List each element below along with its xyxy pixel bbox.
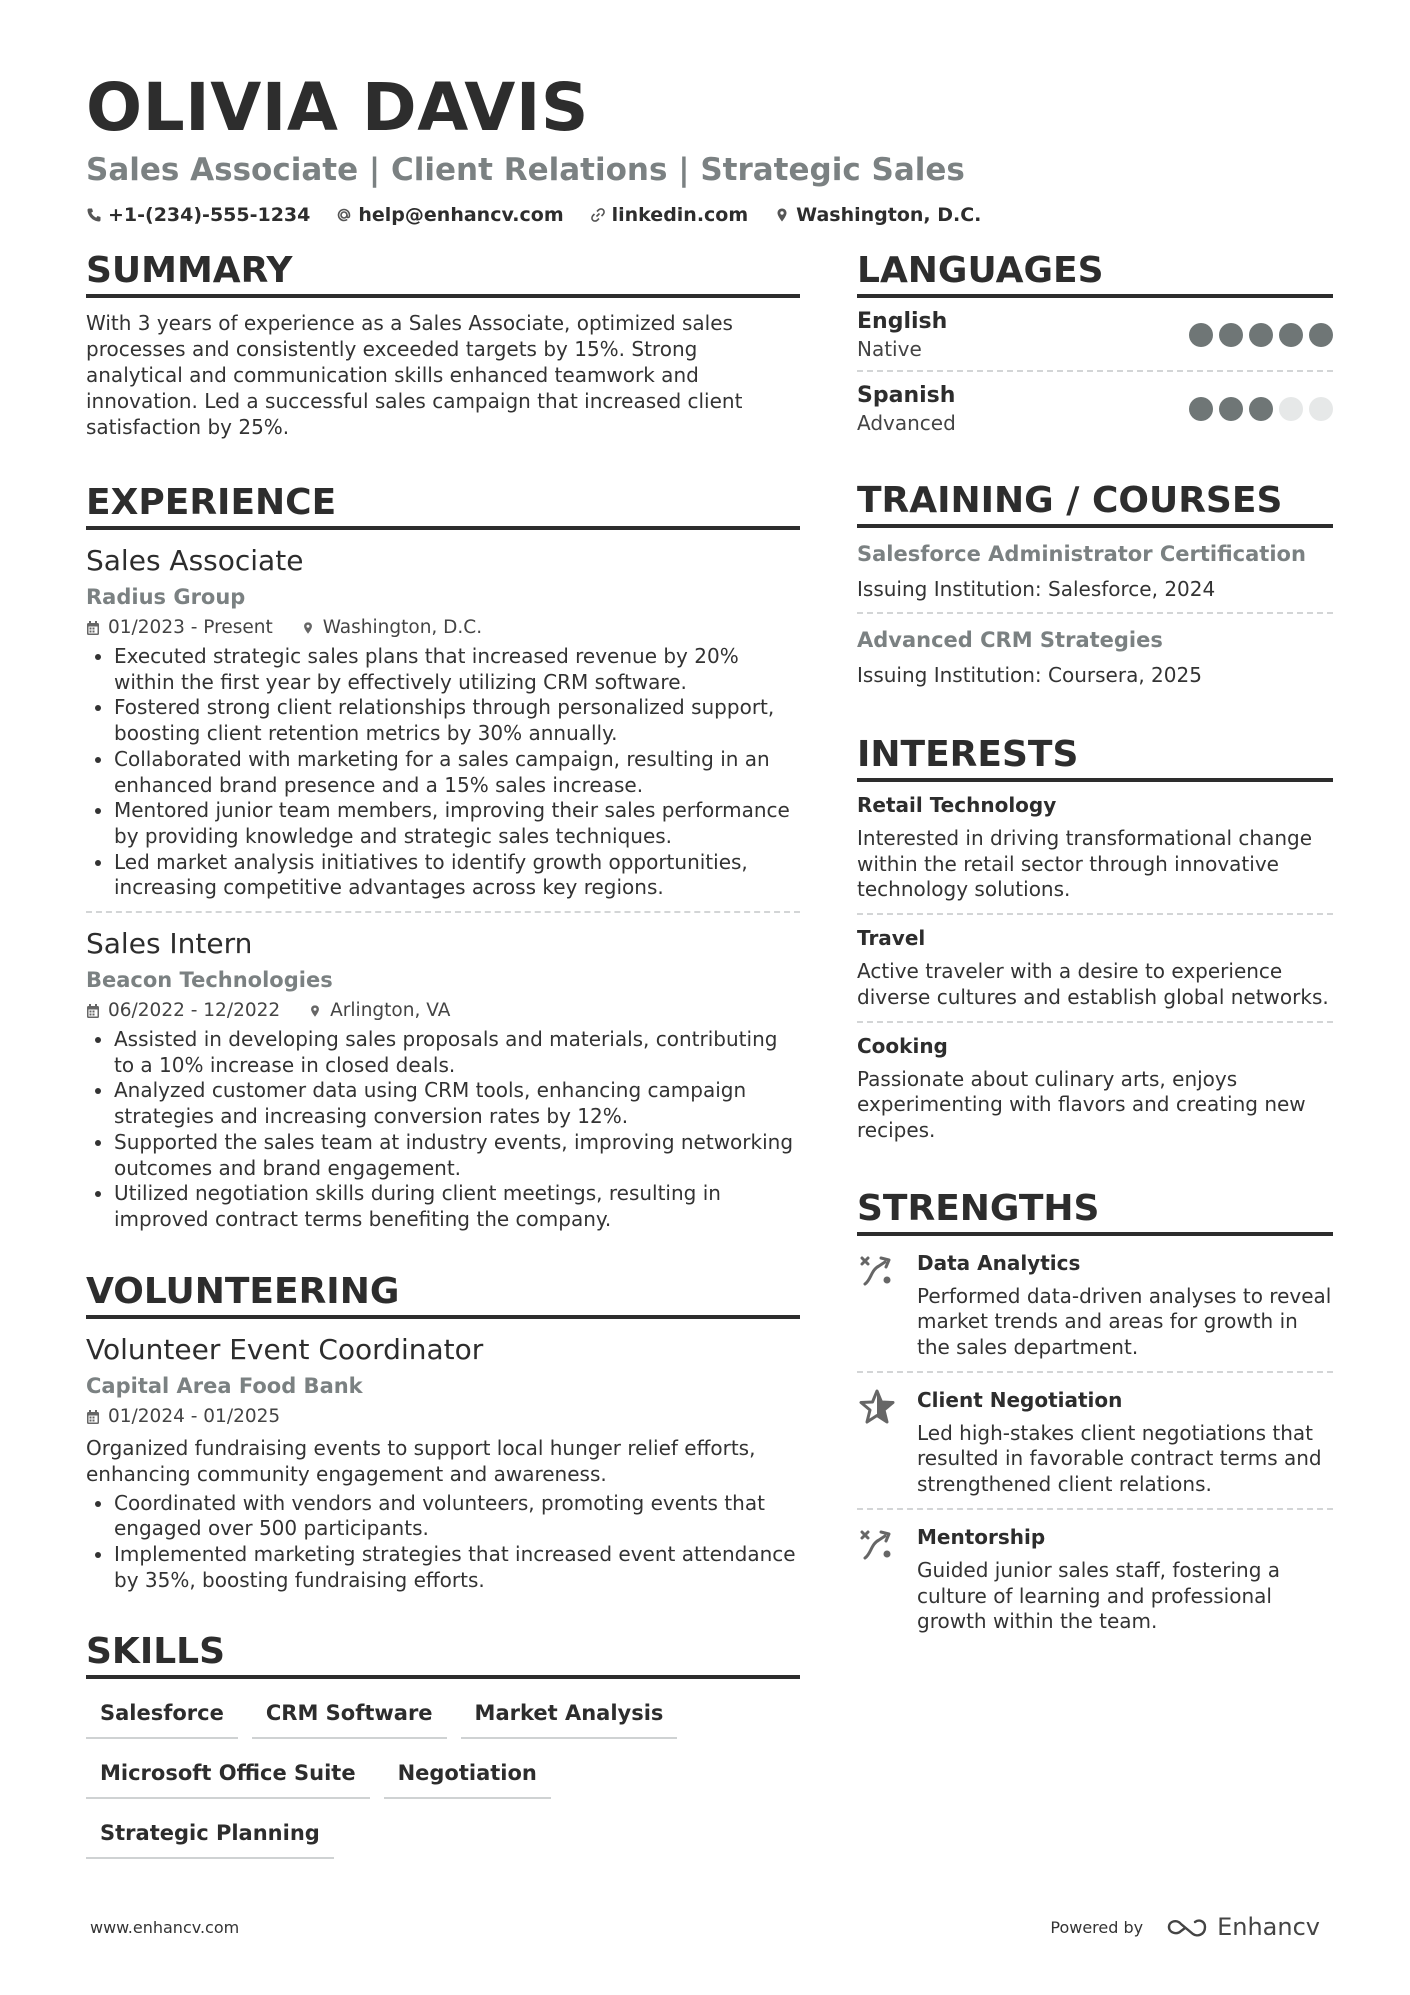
volunteer-bullets [86,1491,800,1594]
rating-dot-filled [1309,323,1333,347]
bullet-item: • Executed strategic sales plans that increased revenue by 20% within the first year by effectively utilizing CRM software. [114,644,800,695]
powered-by-label: Powered by [1050,1917,1144,1937]
skill-tag: CRM Software [252,1693,447,1739]
job-bullets [86,1027,800,1233]
bullet-item: • Implemented marketing strategies that increased event attendance by 35%, boosting fundraising efforts. [114,1542,800,1593]
bullet-item: • Assisted in developing sales proposals and materials, contributing to a 10% increase in closed deals. [114,1027,800,1078]
interest-item [857,915,1333,1020]
language-item [857,372,1333,444]
footer-url[interactable]: www.enhancv.com [90,1917,240,1937]
strength-description: Performed data-driven analyses to reveal market trends and areas for growth in the sales department. [917,1283,1332,1360]
brand-name: Enhancv [1217,1913,1320,1941]
strengths-heading: STRENGTHS [857,1186,1333,1236]
job-location [308,999,450,1023]
course-institution: Issuing Institution: Coursera, 2025 [857,663,1202,687]
page-footer [90,1913,1320,1941]
job-dates-text: 06/2022 - 12/2022 [108,1000,281,1022]
skill-tag: Strategic Planning [86,1813,334,1859]
course-title: Salesforce Administrator Certification [857,542,1306,566]
job-location-text: Washington, D.C. [322,617,483,638]
strategy-icon [857,1250,897,1290]
bullet-item: • Mentored junior team members, improving their sales performance by providing knowledge and strategic sales techniques. [114,798,800,849]
skills-heading: SKILLS [86,1629,800,1679]
course-item [857,528,1333,612]
job-dates [86,999,280,1023]
rating-dot-filled [1189,323,1213,347]
rating-dot-filled [1279,323,1303,347]
job-entry [86,530,800,913]
volunteer-entry [86,1319,800,1594]
bullet-item: • Analyzed customer data using CRM tools, enhancing campaign strategies and increasing conversion rates by 12%. [114,1078,800,1129]
right-column [857,248,1333,1685]
contact-bar [86,204,1326,226]
course-title: Advanced CRM Strategies [857,628,1163,652]
skill-tag: Market Analysis [461,1693,678,1739]
link-icon [590,207,606,223]
strength-title: Mentorship [917,1524,1046,1549]
interests-section [857,732,1333,1154]
course-institution: Issuing Institution: Salesforce, 2024 [857,577,1216,601]
bullet-item: • Coordinated with vendors and volunteers, promoting events that engaged over 500 participants. [114,1491,800,1542]
left-column [86,248,800,1899]
experience-section [86,480,800,1233]
enhancv-logo[interactable] [1165,1913,1320,1941]
rating-dot-filled [1249,397,1273,421]
skill-tag: Microsoft Office Suite [86,1753,370,1799]
interest-title: Travel [857,926,926,951]
languages-section [857,248,1333,444]
volunteering-section [86,1269,800,1594]
job-meta [86,616,800,640]
interest-item [857,782,1333,913]
job-meta [86,999,800,1023]
course-item [857,614,1333,698]
interests-heading: INTERESTS [857,732,1333,782]
rating-dot-empty [1309,397,1333,421]
strengths-section [857,1186,1333,1645]
job-dates-text: 01/2023 - Present [108,617,273,638]
volunteer-dates [86,1405,280,1429]
at-icon [336,207,352,223]
summary-text: With 3 years of experience as a Sales Associate, optimized sales processes and consistently exceeded targets by 15%. Strong analytical and communication skills enhanced teamwork and innovation. Led a successful sales campaign that increased client satisfaction by 25%. [86,311,743,439]
language-rating [1189,397,1333,421]
job-location-text: Arlington, VA [330,1000,451,1022]
volunteer-role: Volunteer Event Coordinator [86,1332,484,1366]
contact-location [774,204,981,226]
interest-description: Interested in driving transformational change within the retail sector through innovative technology solutions. [857,826,1312,902]
rating-dot-empty [1279,397,1303,421]
language-level: Native [857,337,922,361]
linkedin-text: linkedin.com [611,204,749,226]
training-section [857,478,1333,698]
job-location [301,616,482,640]
strength-description: Led high-stakes client negotiations that resulted in favorable contract terms and strengthened client relations. [917,1420,1322,1497]
rating-dot-filled [1249,323,1273,347]
summary-heading: SUMMARY [86,248,800,298]
volunteer-description: Organized fundraising events to support local hunger relief efforts, enhancing community engagement and awareness. [86,1435,756,1486]
contact-email[interactable] [336,204,563,226]
headline: Sales Associate | Client Relations | Strategic Sales [86,152,965,188]
company-name: Beacon Technologies [86,968,333,993]
volunteer-org: Capital Area Food Bank [86,1373,363,1398]
location-text: Washington, D.C. [796,204,982,226]
bullet-item: • Led market analysis initiatives to identify growth opportunities, increasing competitive advantages across key regions. [114,850,800,901]
interest-description: Passionate about culinary arts, enjoys experimenting with flavors and creating new recipes. [857,1066,1306,1142]
enhancv-logo-icon [1165,1915,1211,1939]
summary-section [86,248,800,440]
job-bullets [86,644,800,901]
volunteering-heading: VOLUNTEERING [86,1269,800,1319]
contact-linkedin[interactable] [590,204,749,226]
bullet-item: • Collaborated with marketing for a sales campaign, resulting in an enhanced brand presence and a 15% sales increase. [114,747,800,798]
languages-heading: LANGUAGES [857,248,1333,298]
calendar-icon [86,1003,100,1019]
contact-phone[interactable] [86,204,310,226]
calendar-icon [86,620,100,636]
training-heading: TRAINING / COURSES [857,478,1333,528]
location-pin-icon [301,620,315,636]
volunteer-dates-text: 01/2024 - 01/2025 [108,1405,281,1427]
interest-description: Active traveler with a desire to experience diverse cultures and establish global networks. [857,959,1329,1009]
phone-text: +1-(234)-555-1234 [108,204,311,226]
strategy-icon [857,1524,897,1564]
powered-by [1050,1913,1320,1941]
strength-item [857,1373,1333,1508]
interest-title: Retail Technology [857,793,1057,817]
job-title: Sales Associate [86,544,304,577]
candidate-name: OLIVIA DAVIS [86,69,589,146]
location-pin-icon [308,1003,322,1019]
language-name: Spanish [857,383,956,408]
strength-item [857,1236,1333,1371]
skills-section [86,1629,800,1859]
volunteer-meta [86,1405,800,1429]
rating-dot-filled [1219,323,1243,347]
strength-item [857,1510,1333,1645]
language-item [857,298,1333,370]
resume-header [86,68,1326,226]
language-name: English [857,309,948,334]
language-level: Advanced [857,411,956,435]
company-name: Radius Group [86,585,246,609]
experience-heading: EXPERIENCE [86,480,800,530]
star-icon [857,1387,897,1427]
email-text: help@enhancv.com [358,204,564,226]
rating-dot-filled [1219,397,1243,421]
job-title: Sales Intern [86,927,253,961]
language-rating [1189,323,1333,347]
job-dates [86,616,273,640]
skill-tag: Salesforce [86,1693,238,1739]
bullet-item: • Fostered strong client relationships through personalized support, boosting client retention metrics by 30% annually. [114,695,800,746]
location-pin-icon [774,207,790,223]
rating-dot-filled [1189,397,1213,421]
skill-tag: Negotiation [384,1753,551,1799]
strength-title: Data Analytics [917,1250,1081,1275]
interest-title: Cooking [857,1033,948,1058]
skills-list [86,1693,800,1859]
bullet-item: • Utilized negotiation skills during client meetings, resulting in improved contract terms benefiting the company. [114,1181,800,1232]
strength-description: Guided junior sales staff, fostering a culture of learning and professional growth within the team. [917,1557,1280,1634]
job-entry [86,913,800,1233]
strength-title: Client Negotiation [917,1387,1123,1412]
calendar-icon [86,1409,100,1425]
bullet-item: • Supported the sales team at industry events, improving networking outcomes and brand engagement. [114,1130,800,1181]
phone-icon [86,207,102,223]
interest-item [857,1023,1333,1154]
